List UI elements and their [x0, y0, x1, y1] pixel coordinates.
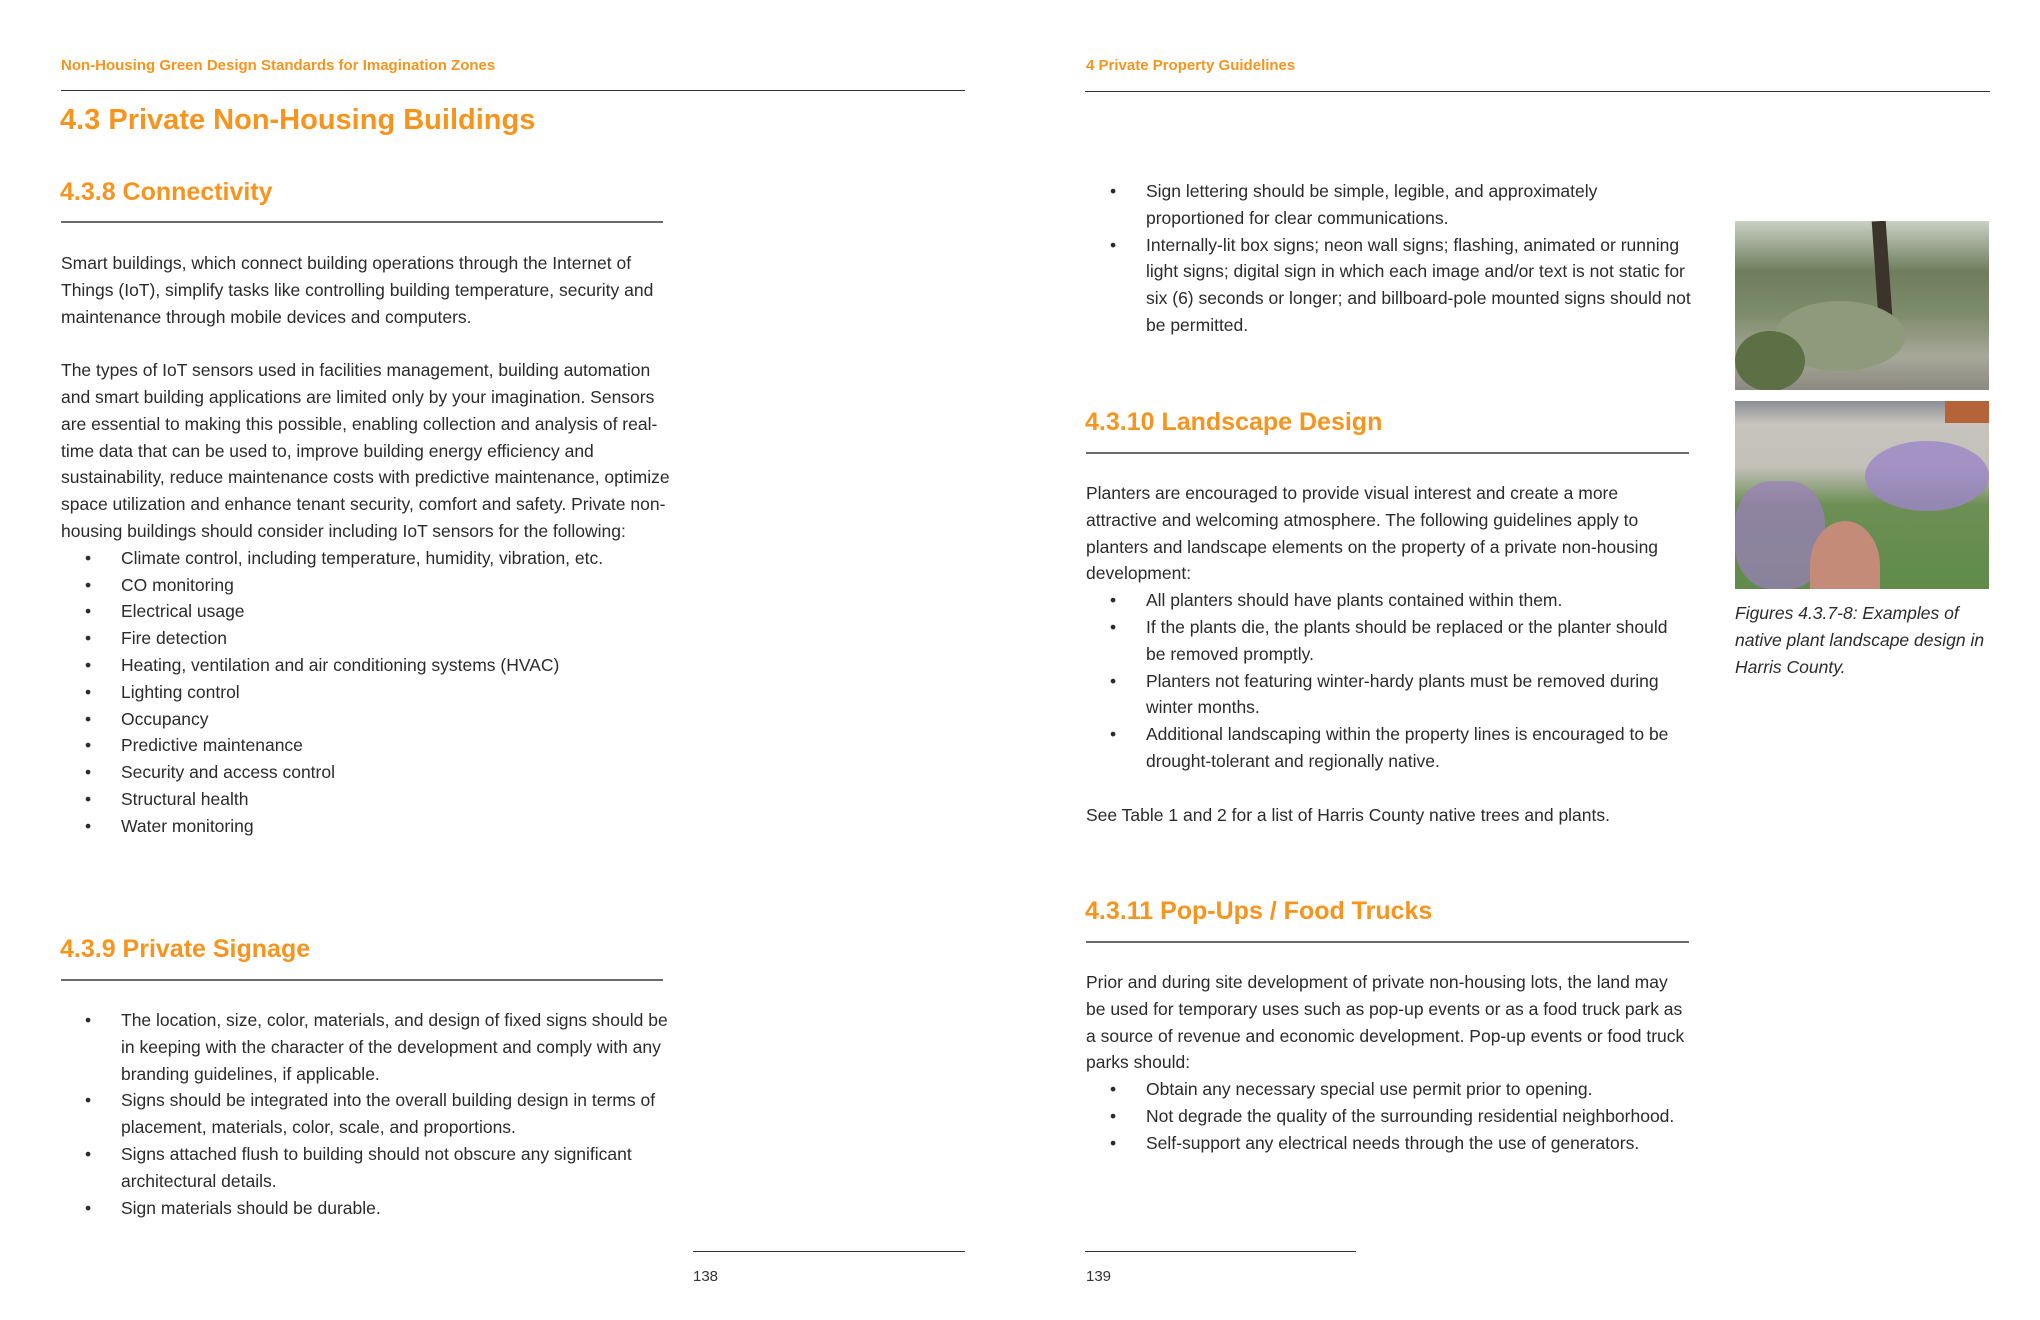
popups-body — [1086, 969, 1691, 1157]
list-item: • Additional landscaping within the property lines is encouraged to be drought-tolerant and regionally native. — [1086, 721, 1691, 775]
list-item: • Predictive maintenance — [61, 732, 671, 759]
signage-list-continued — [1086, 178, 1696, 339]
heading-landscape-design: 4.3.10 Landscape Design — [1085, 408, 1383, 436]
landscape-body — [1086, 480, 1691, 828]
flowers — [1865, 441, 1989, 511]
signage-body — [61, 1007, 671, 1221]
heading-rule — [1086, 452, 1689, 454]
list-item: • Security and access control — [61, 759, 671, 786]
list-item: • Obtain any necessary special use permit prior to opening. — [1086, 1076, 1691, 1103]
list-item: • Signs attached flush to building should not obscure any significant architectural details. — [61, 1141, 671, 1195]
list-item: • All planters should have plants contained within them. — [1086, 587, 1691, 614]
landscape-list — [1086, 587, 1691, 775]
shrub — [1735, 331, 1805, 390]
iot-sensor-list — [61, 545, 671, 840]
tree-trunk — [1872, 221, 1893, 316]
list-item: • Occupancy — [61, 706, 671, 733]
paragraph: Smart buildings, which connect building operations through the Internet of Things (IoT), simplify tasks like controlling building temperature, security and maintenance through mobile devices and computers. — [61, 253, 654, 327]
list-item: • Internally-lit box signs; neon wall signs; flashing, animated or running light signs; digital sign in which each image and/or text is not static for six (6) seconds or longer; and billboard-pole mounted signs should not be permitted. — [1086, 232, 1696, 339]
running-header-right: 4 Private Property Guidelines — [1086, 57, 1296, 74]
page-number-left: 138 — [693, 1268, 719, 1285]
list-item: • The location, size, color, materials, and design of fixed signs should be in keeping with the character of the development and comply with any branding guidelines, if applicable. — [61, 1007, 671, 1087]
heading-popups-food-trucks: 4.3.11 Pop-Ups / Food Trucks — [1085, 897, 1433, 925]
list-item: • Self-support any electrical needs through the use of generators. — [1086, 1130, 1691, 1157]
header-rule — [1085, 91, 1990, 92]
list-item: • Not degrade the quality of the surrounding residential neighborhood. — [1086, 1103, 1691, 1130]
running-header-left: Non-Housing Green Design Standards for Imagination Zones — [61, 57, 496, 74]
list-item: • Climate control, including temperature, humidity, vibration, etc. — [61, 545, 671, 572]
list-item: • Fire detection — [61, 625, 671, 652]
heading-connectivity: 4.3.8 Connectivity — [60, 178, 273, 206]
landscape-photo-wildflowers — [1735, 401, 1989, 589]
heading-private-signage: 4.3.9 Private Signage — [60, 935, 311, 963]
footer-rule — [1085, 1251, 1356, 1252]
list-item: • Sign lettering should be simple, legible, and approximately proportioned for clear communications. — [1086, 178, 1696, 232]
heading-rule — [61, 221, 663, 223]
connectivity-body — [61, 250, 671, 840]
list-item: • Electrical usage — [61, 598, 671, 625]
list-item: • Planters not featuring winter-hardy plants must be removed during winter months. — [1086, 668, 1691, 722]
figure-caption: Figures 4.3.7-8: Examples of native plant landscape design in Harris County. — [1735, 603, 1985, 677]
roof — [1945, 401, 1989, 423]
header-rule — [61, 90, 965, 91]
list-item: • Heating, ventilation and air conditioning systems (HVAC) — [61, 652, 671, 679]
paragraph: The types of IoT sensors used in facilities management, building automation and smart building applications are limited only by your imagination. Sensors are essential to making this possible, enabling collection and analysis of real-time data that can be used to, improve building energy efficiency and sustainability, reduce maintenance costs with predictive maintenance, optimize space utilization and enhance tenant security, comfort and safety. Private non-housing buildings should consider including IoT sensors for the following: — [61, 360, 670, 541]
footer-rule — [693, 1251, 965, 1252]
list-item: • Structural health — [61, 786, 671, 813]
list-item: • CO monitoring — [61, 572, 671, 599]
list-item: • Lighting control — [61, 679, 671, 706]
list-item: • Signs should be integrated into the overall building design in terms of placement, materials, color, scale, and proportions. — [61, 1087, 671, 1141]
list-item: • If the plants die, the plants should be replaced or the planter should be removed promptly. — [1086, 614, 1691, 668]
paragraph: Planters are encouraged to provide visual interest and create a more attractive and welcoming atmosphere. The following guidelines apply to planters and landscape elements on the property of a private non-housing development: — [1086, 483, 1659, 584]
signage-continued — [1086, 178, 1696, 339]
list-item: • Sign materials should be durable. — [61, 1195, 671, 1222]
paragraph: See Table 1 and 2 for a list of Harris County native trees and plants. — [1086, 804, 1611, 825]
section-title: 4.3 Private Non-Housing Buildings — [60, 104, 536, 136]
paragraph: Prior and during site development of private non-housing lots, the land may be used for temporary uses such as pop-up events or as a food truck park as a source of revenue and economic development. Pop-up events or food truck parks should: — [1086, 972, 1685, 1073]
page-number-right: 139 — [1086, 1268, 1112, 1285]
heading-rule — [61, 979, 663, 981]
heading-rule — [1086, 941, 1689, 943]
landscape-photo-oak-garden — [1735, 221, 1989, 390]
popups-list — [1086, 1076, 1691, 1156]
list-item: • Water monitoring — [61, 813, 671, 840]
signage-list — [61, 1007, 671, 1221]
